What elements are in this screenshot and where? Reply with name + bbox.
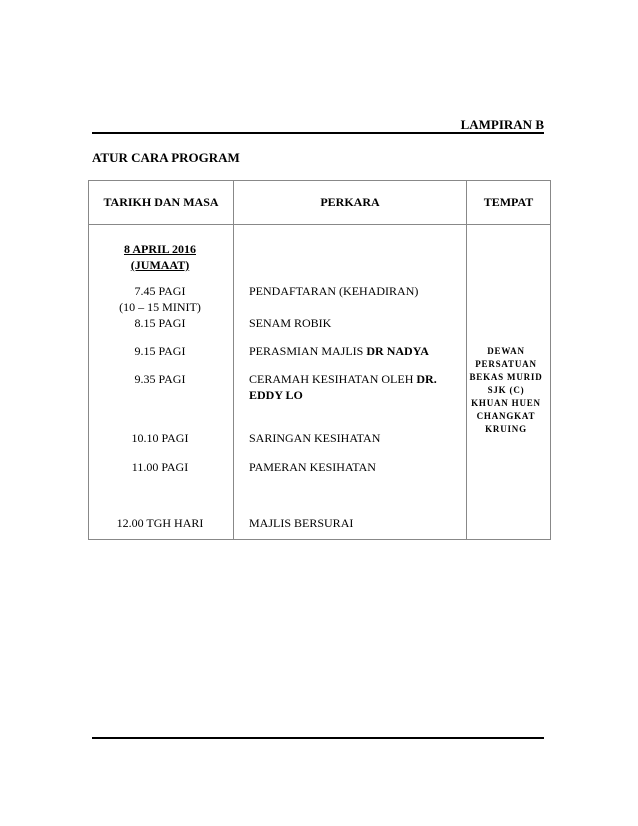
appendix-label: LAMPIRAN B — [460, 117, 544, 132]
item-line — [249, 371, 437, 387]
venue-text — [467, 345, 545, 436]
schedule-table — [88, 180, 551, 540]
page-title: ATUR CARA PROGRAM — [92, 150, 240, 165]
time-label: 11.00 PAGI — [131, 460, 189, 474]
item-cell — [234, 225, 467, 540]
column-header-item: PERKARA — [234, 181, 467, 225]
venue-line: BEKAS MURID — [469, 372, 543, 382]
item-label: PENDAFTARAN (KEHADIRAN) — [249, 284, 419, 298]
speaker-name: DR NADYA — [366, 344, 429, 358]
item-label: SARINGAN KESIHATAN — [249, 431, 381, 445]
time-label: 8.15 PAGI — [134, 316, 186, 330]
venue-line: CHANGKAT — [476, 411, 536, 421]
item-label: MAJLIS BERSURAI — [249, 516, 354, 530]
column-header-venue: TEMPAT — [467, 181, 551, 225]
item-label: PAMERAN KESIHATAN — [249, 460, 376, 474]
day-label: (JUMAAT) — [130, 258, 190, 272]
date-time-cell — [89, 225, 234, 540]
venue-line: KHUAN HUEN — [471, 398, 541, 408]
time-label: 9.15 PAGI — [134, 344, 186, 358]
venue-line: PERSATUAN — [475, 359, 537, 369]
time-label: 9.35 PAGI — [134, 372, 186, 386]
item-label: PERASMIAN MAJLIS — [249, 344, 367, 358]
venue-cell — [467, 225, 551, 540]
item-label: CERAMAH KESIHATAN OLEH — [249, 372, 417, 386]
table-header-row — [89, 181, 551, 225]
item-label: SENAM ROBIK — [249, 316, 332, 330]
speaker-name: EDDY LO — [249, 388, 303, 402]
time-note: (10 – 15 MINIT) — [119, 300, 201, 314]
time-label: 12.00 TGH HARI — [116, 516, 204, 530]
column-header-date-time: TARIKH DAN MASA — [89, 181, 234, 225]
bottom-rule — [92, 737, 544, 739]
time-label: 10.10 PAGI — [131, 431, 189, 445]
top-rule — [92, 132, 544, 134]
venue-line: KRUING — [485, 424, 527, 434]
venue-line: DEWAN — [487, 346, 525, 356]
date-label: 8 APRIL 2016 — [123, 242, 196, 256]
speaker-title: DR. — [416, 372, 437, 386]
table-row — [89, 225, 551, 540]
time-label: 7.45 PAGI — [134, 284, 186, 298]
venue-line: SJK (C) — [487, 385, 525, 395]
item-line — [249, 343, 429, 359]
